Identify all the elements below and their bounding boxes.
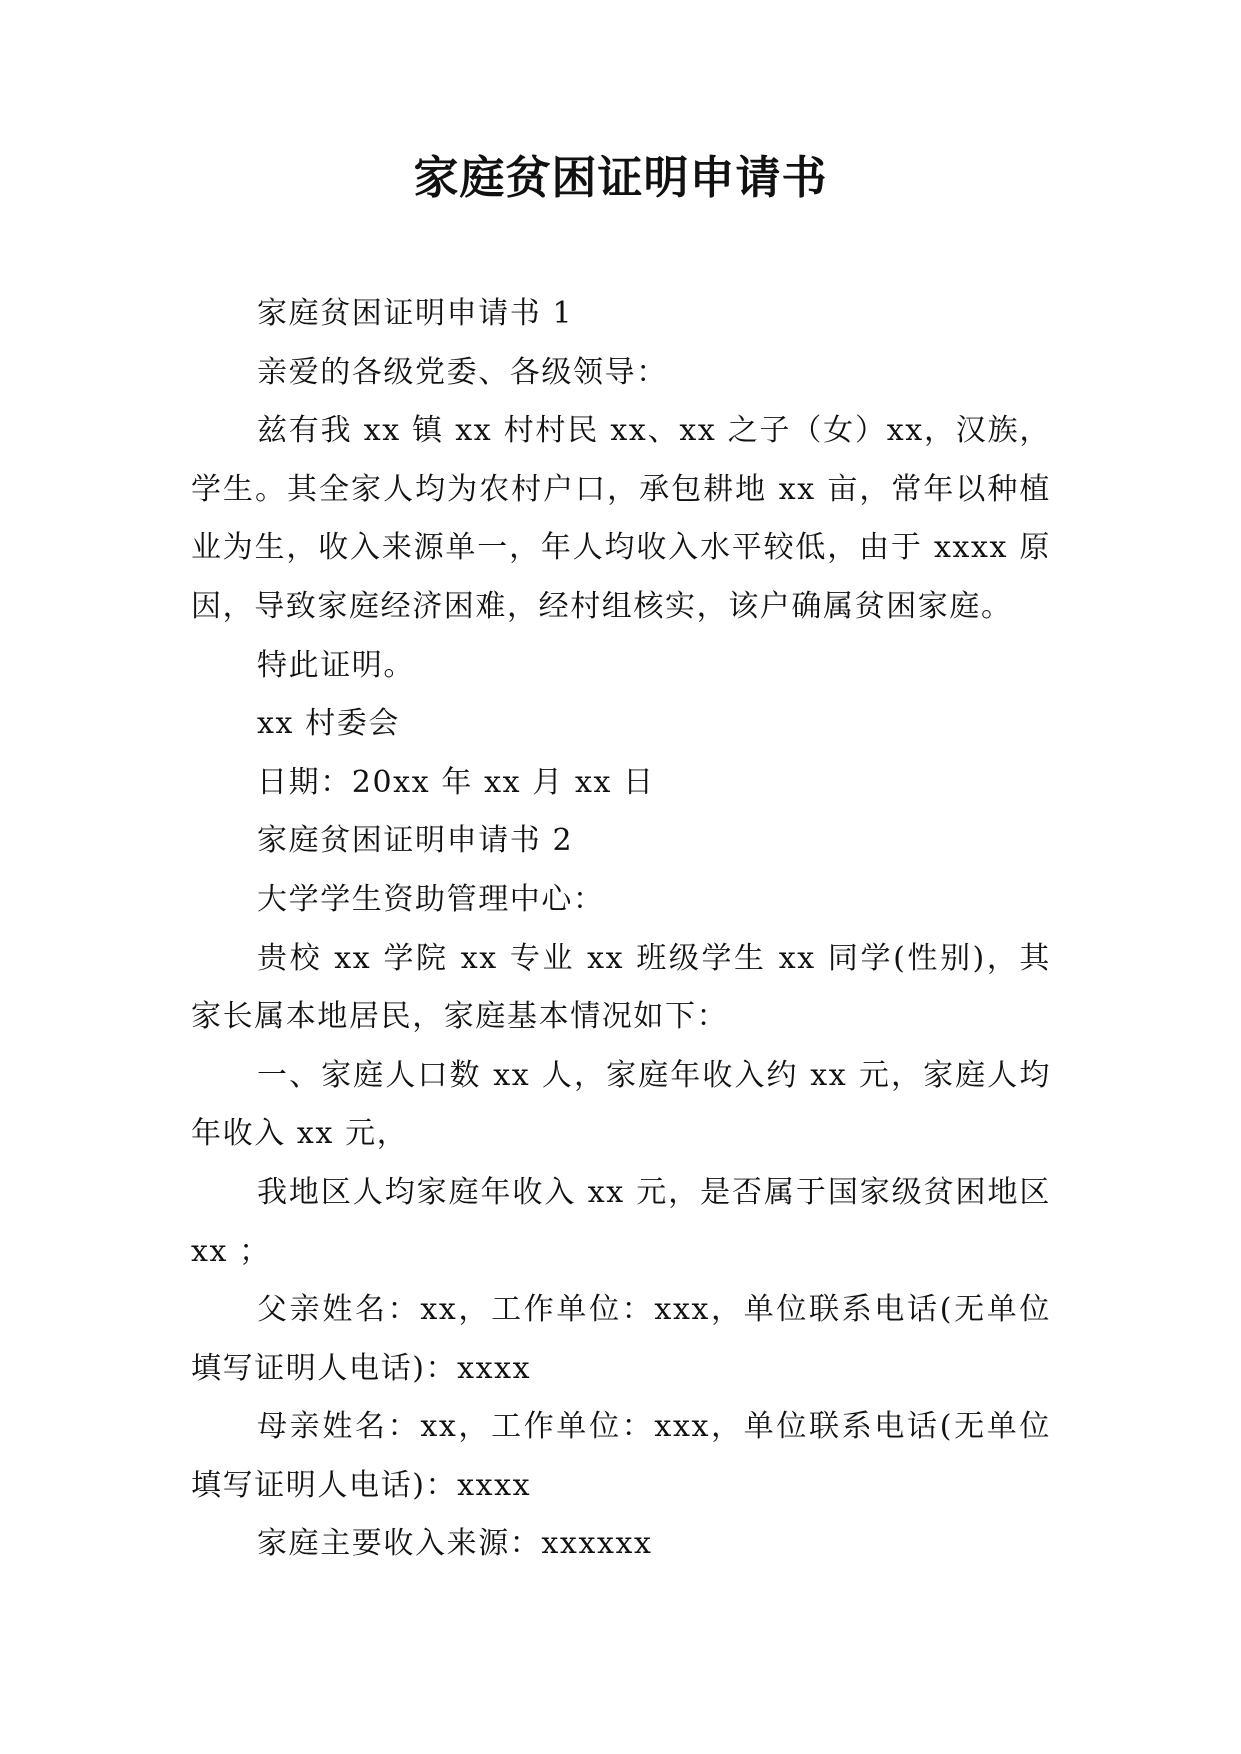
section-heading-1: 家庭贫困证明申请书 1 — [257, 296, 574, 331]
document-body — [191, 285, 1051, 1574]
date-line: 日期：20xx 年 xx 月 xx 日 — [257, 764, 655, 800]
section-heading-2: 家庭贫困证明申请书 2 — [257, 823, 574, 859]
mother-info: 母亲姓名：xx，工作单位：xxx，单位联系电话(无单位填写证明人电话)：xxxx — [191, 1409, 1051, 1503]
document-title: 家庭贫困证明申请书 — [413, 151, 828, 204]
income-source: 家庭主要收入来源：xxxxxx — [257, 1526, 653, 1562]
issuer-signature: xx 村委会 — [257, 706, 400, 742]
body-paragraph: 贵校 xx 学院 xx 专业 xx 班级学生 xx 同学(性别)，其家长属本地居民，家庭基本情况如下： — [191, 940, 1051, 1035]
body-paragraph: 兹有我 xx 镇 xx 村村民 xx、xx 之子（女）xx，汉族，学生。其全家人均为农村户口，承包耕地 xx 亩，常年以种植业为生，收入来源单一，年人均收入水平较低，由于 xxxx 原因，导致家庭经济困难，经村组核实，该户确属贫困家庭。 — [191, 413, 1051, 624]
father-info: 父亲姓名：xx，工作单位：xxx，单位联系电话(无单位填写证明人电话)：xxxx — [191, 1292, 1051, 1386]
closing-statement: 特此证明。 — [257, 647, 415, 683]
body-paragraph: 我地区人均家庭年收入 xx 元，是否属于国家级贫困地区 xx ； — [191, 1174, 1051, 1269]
body-paragraph: 一、家庭人口数 xx 人，家庭年收入约 xx 元，家庭人均年收入 xx 元， — [191, 1057, 1051, 1152]
salutation-1: 亲爱的各级党委、各级领导： — [257, 354, 668, 390]
salutation-2: 大学学生资助管理中心： — [257, 881, 605, 917]
